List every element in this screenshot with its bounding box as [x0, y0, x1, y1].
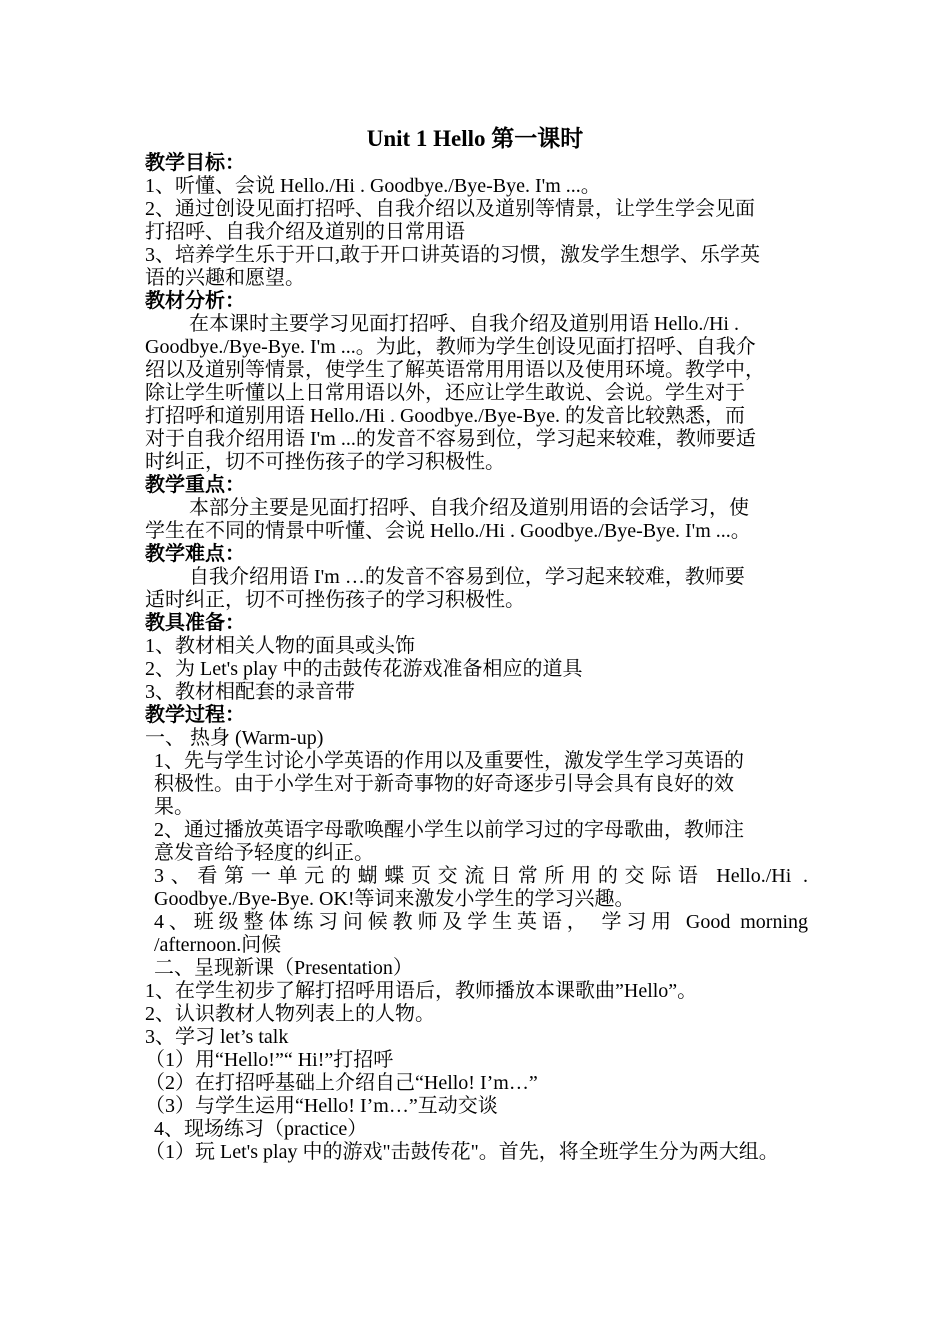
text-line: 意发音给予轻度的纠正。 — [154, 842, 374, 864]
text-line: 1、在学生初步了解打招呼用语后，教师播放本课歌曲”Hello”。 — [145, 980, 698, 1002]
text-line: 3、看第一单元的蝴蝶页交流日常所用的交际语 Hello./Hi . — [154, 865, 808, 887]
text-line: 适时纠正，切不可挫伤孩子的学习积极性。 — [145, 589, 525, 611]
text-line: 自我介绍用语 I'm …的发音不容易到位，学习起来较难，教师要 — [189, 566, 745, 588]
text-line: 除让学生听懂以上日常用语以外，还应让学生敢说、会说。学生对于 — [145, 382, 745, 404]
text-line: 3、教材相配套的录音带 — [145, 681, 355, 703]
text-line: Goodbye./Bye-Bye. OK!等词来激发小学生的学习兴趣。 — [154, 888, 635, 910]
text-line: 学生在不同的情景中听懂、会说 Hello./Hi . Goodbye./Bye-Bye. I'm ...。 — [145, 520, 751, 542]
text-line: 时纠正，切不可挫伤孩子的学习积极性。 — [145, 451, 505, 473]
text-line: 绍以及道别等情景，使学生了解英语常用用语以及使用环境。教学中， — [145, 359, 765, 381]
section-heading: 教学重点： — [145, 474, 245, 496]
text-line: 在本课时主要学习见面打招呼、自我介绍及道别用语 Hello./Hi . — [189, 313, 739, 335]
text-line: 本部分主要是见面打招呼、自我介绍及道别用语的会话学习，使 — [189, 497, 749, 519]
text-line: 4、现场练习（practice） — [154, 1118, 368, 1140]
document-body — [145, 152, 808, 1164]
text-line: 2、认识教材人物列表上的人物。 — [145, 1003, 435, 1025]
section-heading: 教学过程： — [145, 704, 245, 726]
text-line: 打招呼和道别用语 Hello./Hi . Goodbye./Bye-Bye. 的发音比较熟悉，而 — [145, 405, 745, 427]
text-line: 4、班级整体练习问候教师及学生英语， 学习用 Good morning — [154, 911, 808, 933]
text-line: /afternoon.问候 — [154, 934, 282, 956]
text-line: 1、教材相关人物的面具或头饰 — [145, 635, 415, 657]
text-line: 积极性。由于小学生对于新奇事物的好奇逐步引导会具有良好的效 — [154, 773, 734, 795]
text-line: 果。 — [154, 796, 194, 818]
text-line: （3）与学生运用“Hello! I’m…”互动交谈 — [145, 1095, 498, 1117]
section-heading: 教学目标： — [145, 152, 245, 174]
section-heading: 教材分析： — [145, 290, 245, 312]
page-title: Unit 1 Hello 第一课时 — [366, 126, 584, 151]
text-line: 2、为 Let's play 中的击鼓传花游戏准备相应的道具 — [145, 658, 583, 680]
text-line: 1、先与学生讨论小学英语的作用以及重要性，激发学生学习英语的 — [154, 750, 744, 772]
text-line: 2、通过创设见面打招呼、自我介绍以及道别等情景，让学生学会见面 — [145, 198, 755, 220]
section-heading: 教学难点： — [145, 543, 245, 565]
text-line: 语的兴趣和愿望。 — [145, 267, 305, 289]
text-line: Goodbye./Bye-Bye. I'm ...。为此，教师为学生创设见面打招呼、自我介 — [145, 336, 756, 358]
text-line: 3、培养学生乐于开口,敢于开口讲英语的习惯，激发学生想学、乐学英 — [145, 244, 760, 266]
text-line: 3、学习 let’s talk — [145, 1026, 289, 1048]
section-heading: 教具准备： — [145, 612, 245, 634]
text-line: 1、听懂、会说 Hello./Hi . Goodbye./Bye-Bye. I'm ...。 — [145, 175, 601, 197]
text-line: 打招呼、自我介绍及道别的日常用语 — [145, 221, 465, 243]
text-line: （2）在打招呼基础上介绍自己“Hello! I’m…” — [145, 1072, 538, 1094]
text-line: （1）用“Hello!”“ Hi!”打招呼 — [145, 1049, 394, 1071]
text-line: （1）玩 Let's play 中的游戏"击鼓传花"。首先，将全班学生分为两大组。 — [145, 1141, 779, 1163]
text-line: 二、呈现新课（Presentation） — [154, 957, 413, 979]
text-line: 2、通过播放英语字母歌唤醒小学生以前学习过的字母歌曲，教师注 — [154, 819, 744, 841]
text-line: 一、 热身 (Warm-up) — [145, 727, 324, 749]
text-line: 对于自我介绍用语 I'm ...的发音不容易到位，学习起来较难，教师要适 — [145, 428, 756, 450]
